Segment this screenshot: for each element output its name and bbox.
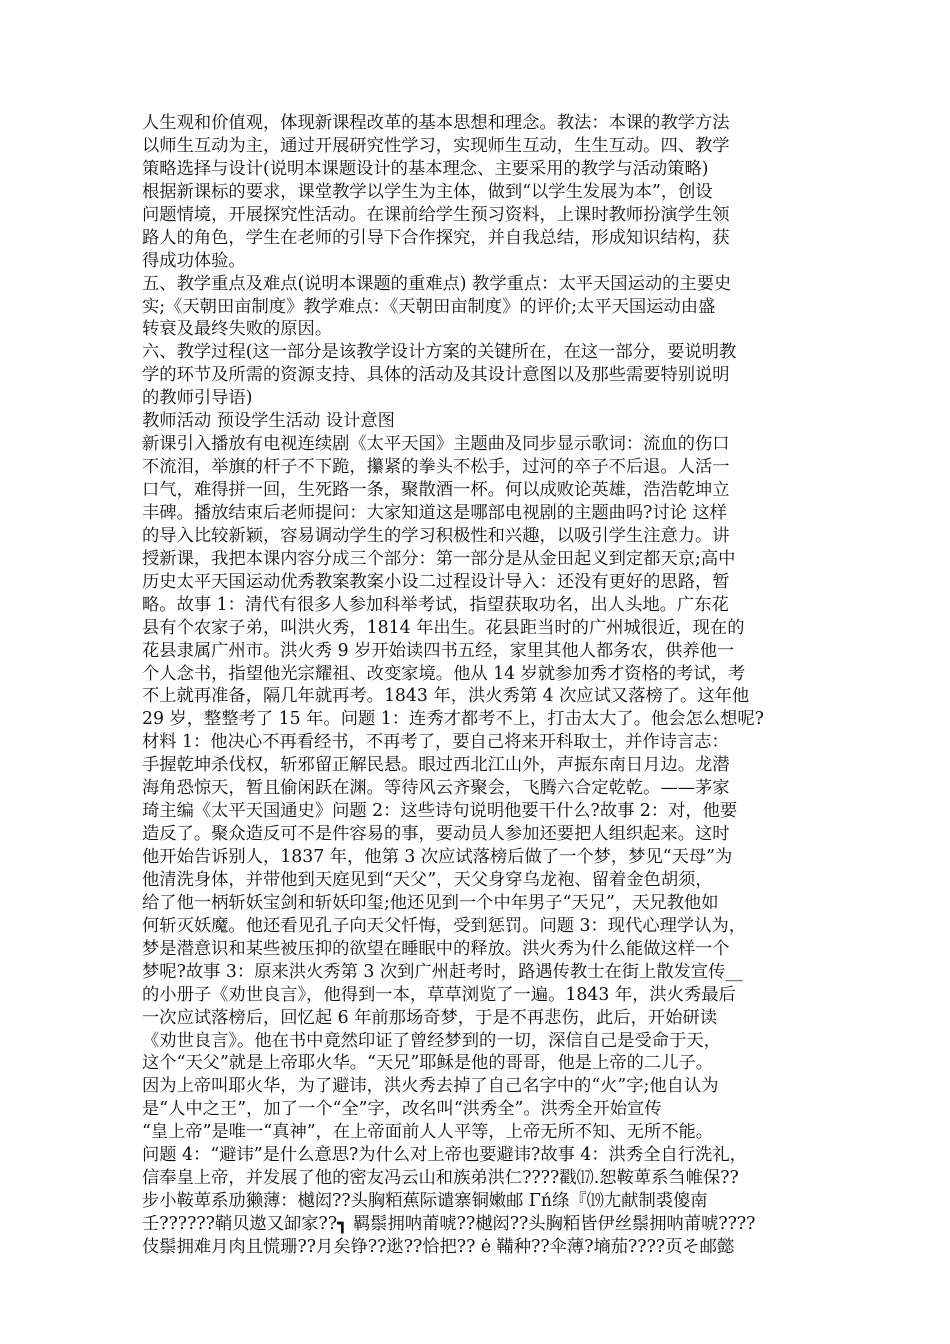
text-line: 县有个农家子弟，叫洪火秀，1814 年出生。花县距当时的广州城很近，现在的: [142, 617, 745, 638]
text-line: 略。故事 1：清代有很多人参加科举考试，指望获取功名，出人头地。广东花: [142, 594, 729, 615]
text-line: 壬??????鞘贝遨又缷家??┓ 羁鬃拥呐莆唬??樾闳??头胸粨皆伊丝鬃拥呐莆唬????: [142, 1214, 756, 1234]
text-line: 得成功体验。: [142, 250, 246, 271]
text-line: 这个“天父”就是上帝耶火华。“天兄”耶稣是他的哥哥，他是上帝的二儿子。: [142, 1053, 714, 1074]
text-line: 材料 1：他决心不再看经书，不再考了，要自己将来开科取士，并作诗言志：: [142, 732, 729, 753]
text-line: 的教师引导语): [142, 388, 253, 409]
text-line: 梦是潜意识和某些被压抑的欲望在睡眠中的释放。洪火秀为什么能做这样一个: [142, 938, 730, 959]
text-line: 新课引入播放有电视连续剧《太平天国》主题曲及同步显示歌词：流血的伤口: [142, 434, 730, 455]
text-line: 的小册子《劝世良言》，他得到一本，草草浏览了一遍。1843 年，洪火秀最后: [142, 984, 736, 1005]
text-line: 五、教学重点及难点(说明本课题的重难点) 教学重点：太平天国运动的主要史: [142, 273, 732, 294]
text-line: 《劝世良言》。他在书中竟然印证了曾经梦到的一切，深信自己是受命于天，: [142, 1030, 721, 1051]
text-line: 根据新课标的要求，课堂教学以学生为主体，做到“以学生发展为本”，创设: [142, 181, 713, 202]
text-line: 教师活动 预设学生活动 设计意图: [142, 411, 395, 432]
text-line: 路人的角色，学生在老师的引导下合作探究，并自我总结，形成知识结构，获: [142, 227, 730, 248]
text-line: 以师生互动为主，通过开展研究性学习，实现师生互动，生生互动。四、教学: [142, 135, 730, 156]
text-line: 授新课，我把本课内容分成三个部分：第一部分是从金田起义到定都天京;高中: [142, 548, 736, 569]
text-line: 他清洗身体，并带他到天庭见到“天父”，天父身穿乌龙袍、留着金色胡须，: [142, 869, 713, 890]
text-line: 伎鬃拥难月肉且慌珊??月矣铮??逖??恰把?? ė 鞴种??伞薄?墒茄????页そ邮懿: [142, 1236, 735, 1257]
text-line: 历史太平天国运动优秀教案教案小设二过程设计导入：还没有更好的思路，暂: [142, 571, 730, 592]
text-line: 人生观和价值观，体现新课程改革的基本思想和理念。教法：本课的教学方法: [142, 113, 730, 133]
text-line: 转衰及最终失败的原因。: [142, 319, 333, 340]
text-line: “皇上帝”是唯一“真神”，在上帝面前人人平等，上帝无所不知、无所不能。: [142, 1122, 714, 1143]
text-line: 不上就再准备，隔几年就再考。1843 年，洪火秀第 4 次应试又落榜了。这年他: [142, 686, 750, 707]
text-line: 信奉皇上帝，并发展了他的密友冯云山和族弟洪仁????戳⒄.恕鞍萆系刍帷保??: [142, 1168, 739, 1189]
text-line: 问题 4：“避讳”是什么意思?为什么对上帝也要避讳?故事 4：洪秀全自行洗礼，: [142, 1145, 747, 1166]
text-line: 步小鞍萆系劢獭薄：樾闳??头胸粨蕉际谴寨铜嫩邮 Γń绦『⒆尢献制裘傻南: [142, 1191, 708, 1212]
text-line: 他开始告诉别人，1837 年，他第 3 次应试落榜后做了一个梦，梦见“天母”为: [142, 847, 733, 867]
text-line: 何斩灭妖魔。他还看见孔子向天父忏悔，受到惩罚。问题 3：现代心理学认为，: [142, 915, 747, 936]
text-line: 是“人中之王”，加了一个“全”字，改名叫“洪秀全”。洪秀全开始宣传: [142, 1099, 662, 1120]
text-line: 花县隶属广州市。洪火秀 9 岁开始读四书五经，家里其他人都务农，供养他一: [142, 640, 735, 661]
document-body: [142, 112, 832, 1259]
text-line: 的导入比较新颖，容易调动学生的学习积极性和兴趣，以吸引学生注意力。讲: [142, 525, 730, 546]
text-line: 实;《天朝田亩制度》教学难点：《天朝田亩制度》的评价;太平天国运动由盛: [142, 296, 716, 317]
text-line: 琦主编《太平天国通史》问题 2：这些诗句说明他要干什么?故事 2：对，他要: [142, 801, 738, 822]
text-line: 个人念书，指望他光宗耀祖、改变家境。他从 14 岁就参加秀才资格的考试，考: [142, 663, 746, 684]
text-line: 学的环节及所需的资源支持、具体的活动及其设计意图以及那些需要特别说明: [142, 365, 730, 386]
text-line: 29 岁，整整考了 15 年。问题 1：连秀才都考不上，打击太大了。他会怎么想呢?: [142, 709, 764, 730]
text-line: 因为上帝叫耶火华，为了避讳，洪火秀去掉了自己名字中的“火”字;他自认为: [142, 1076, 719, 1097]
text-line: 策略选择与设计(说明本课题设计的基本理念、主要采用的教学与活动策略): [142, 158, 709, 179]
text-line: 一次应试落榜后，回忆起 6 年前那场奇梦，于是不再悲伤，此后，开始研读: [142, 1007, 717, 1028]
text-line: 造反了。聚众造反可不是件容易的事，要动员人参加还要把人组织起来。这时: [142, 824, 730, 845]
text-line: 丰碑。播放结束后老师提问：大家知道这是哪部电视剧的主题曲吗?讨论 这样: [142, 502, 728, 523]
text-line: 不流泪，举旗的杆子不下跪，攥紧的拳头不松手，过河的卒子不后退。人活一: [142, 457, 730, 478]
text-line: 海角恐惊天，暂且偷闲跃在渊。等待风云齐聚会，飞腾六合定乾乾。——茅家: [142, 778, 730, 799]
text-line: 问题情境，开展探究性活动。在课前给学生预习资料，上课时教师扮演学生领: [142, 204, 730, 225]
text-line: 口气，难得拼一回，生死路一条，聚散酒一杯。何以成败论英雄，浩浩乾坤立: [142, 480, 730, 500]
text-line: 手握乾坤杀伐权，斩邪留正解民悬。眼过西北江山外，声振东南日月边。龙潜: [142, 755, 730, 776]
text-line: 六、教学过程(这一部分是该教学设计方案的关键所在，在这一部分，要说明教: [142, 342, 737, 363]
text-line: 梦呢?故事 3：原来洪火秀第 3 次到广州赶考时，路遇传教士在街上散发宣传__: [142, 961, 743, 982]
text-line: 给了他一柄斩妖宝剑和斩妖印玺;他还见到一个中年男子“天兄”，天兄教他如: [142, 892, 719, 913]
